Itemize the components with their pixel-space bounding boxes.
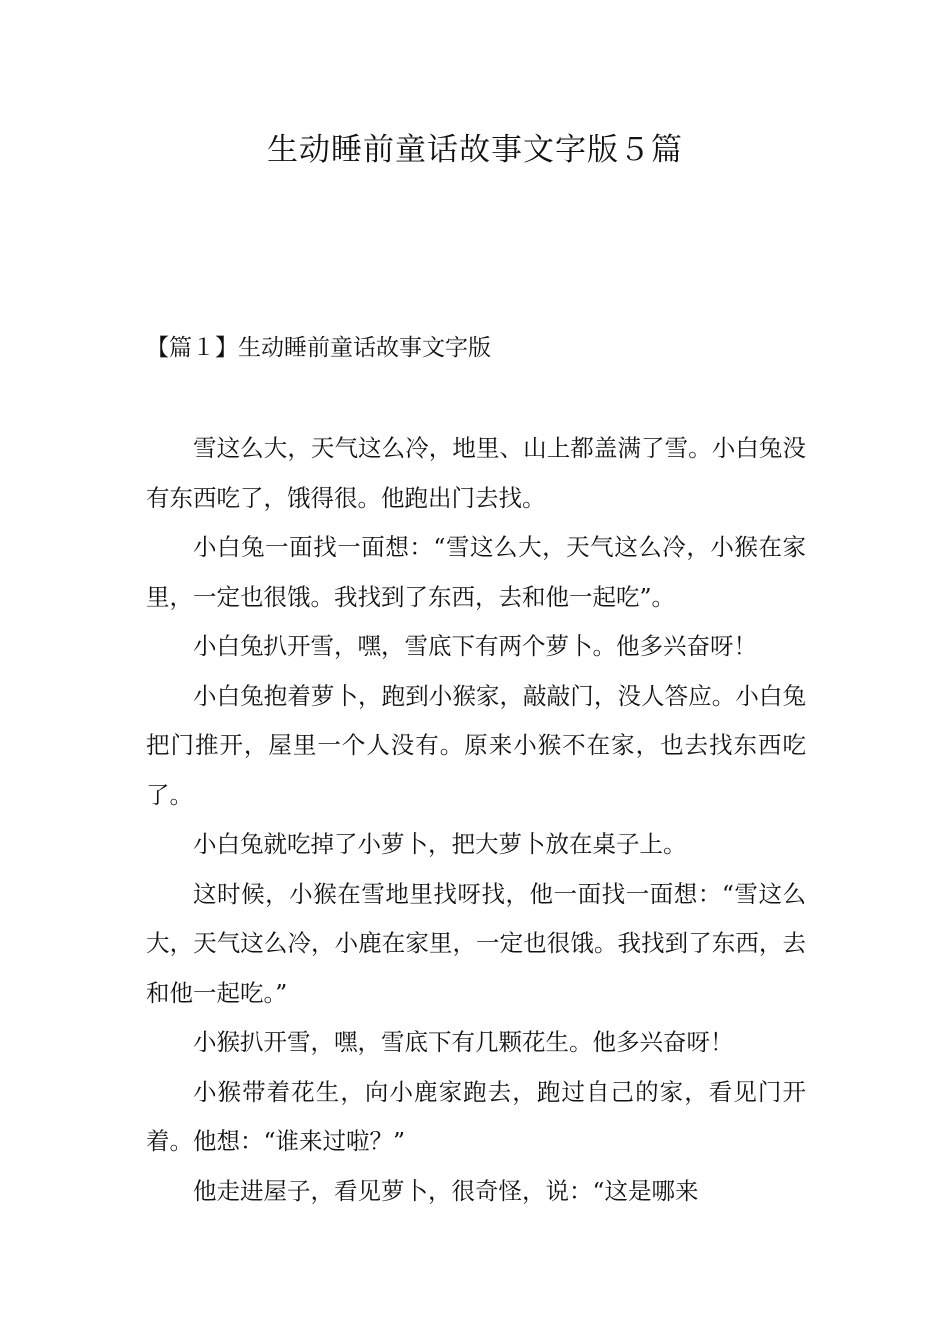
story-paragraph: 小猴带着花生，向小鹿家跑去，跑过自己的家，看见门开着。他想：“谁来过啦？” <box>146 1077 806 1155</box>
section-heading: 【篇１】生动睡前童话故事文字版 <box>146 335 491 361</box>
story-paragraph: 他走进屋子，看见萝卜，很奇怪，说：“这是哪来 <box>193 1176 699 1205</box>
story-paragraph: 雪这么大，天气这么冷，地里、山上都盖满了雪。小白兔没有东西吃了，饿得很。他跑出门去找。 <box>146 434 806 512</box>
story-paragraph: 小白兔就吃掉了小萝卜，把大萝卜放在桌子上。 <box>193 830 687 858</box>
story-paragraph: 小白兔一面找一面想：“雪这么大，天气这么冷，小猴在家里，一定也很饿。我找到了东西，去和他一起吃”。 <box>146 533 806 611</box>
story-paragraph: 小猴扒开雪，嘿，雪底下有几颗花生。他多兴奋呀！ <box>193 1028 734 1056</box>
story-body <box>146 424 806 1216</box>
story-paragraph: 这时候，小猴在雪地里找呀找，他一面找一面想：“雪这么大，天气这么冷，小鹿在家里，一定也很饿。我找到了东西，去和他一起吃。” <box>146 879 806 1007</box>
story-paragraph: 小白兔抱着萝卜，跑到小猴家，敲敲门，没人答应。小白兔把门推开，屋里一个人没有。原来小猴不在家，也去找东西吃了。 <box>146 681 806 809</box>
document-title: 生动睡前童话故事文字版５篇 <box>267 132 683 168</box>
story-paragraph: 小白兔扒开雪，嘿，雪底下有两个萝卜。他多兴奋呀！ <box>193 632 757 660</box>
